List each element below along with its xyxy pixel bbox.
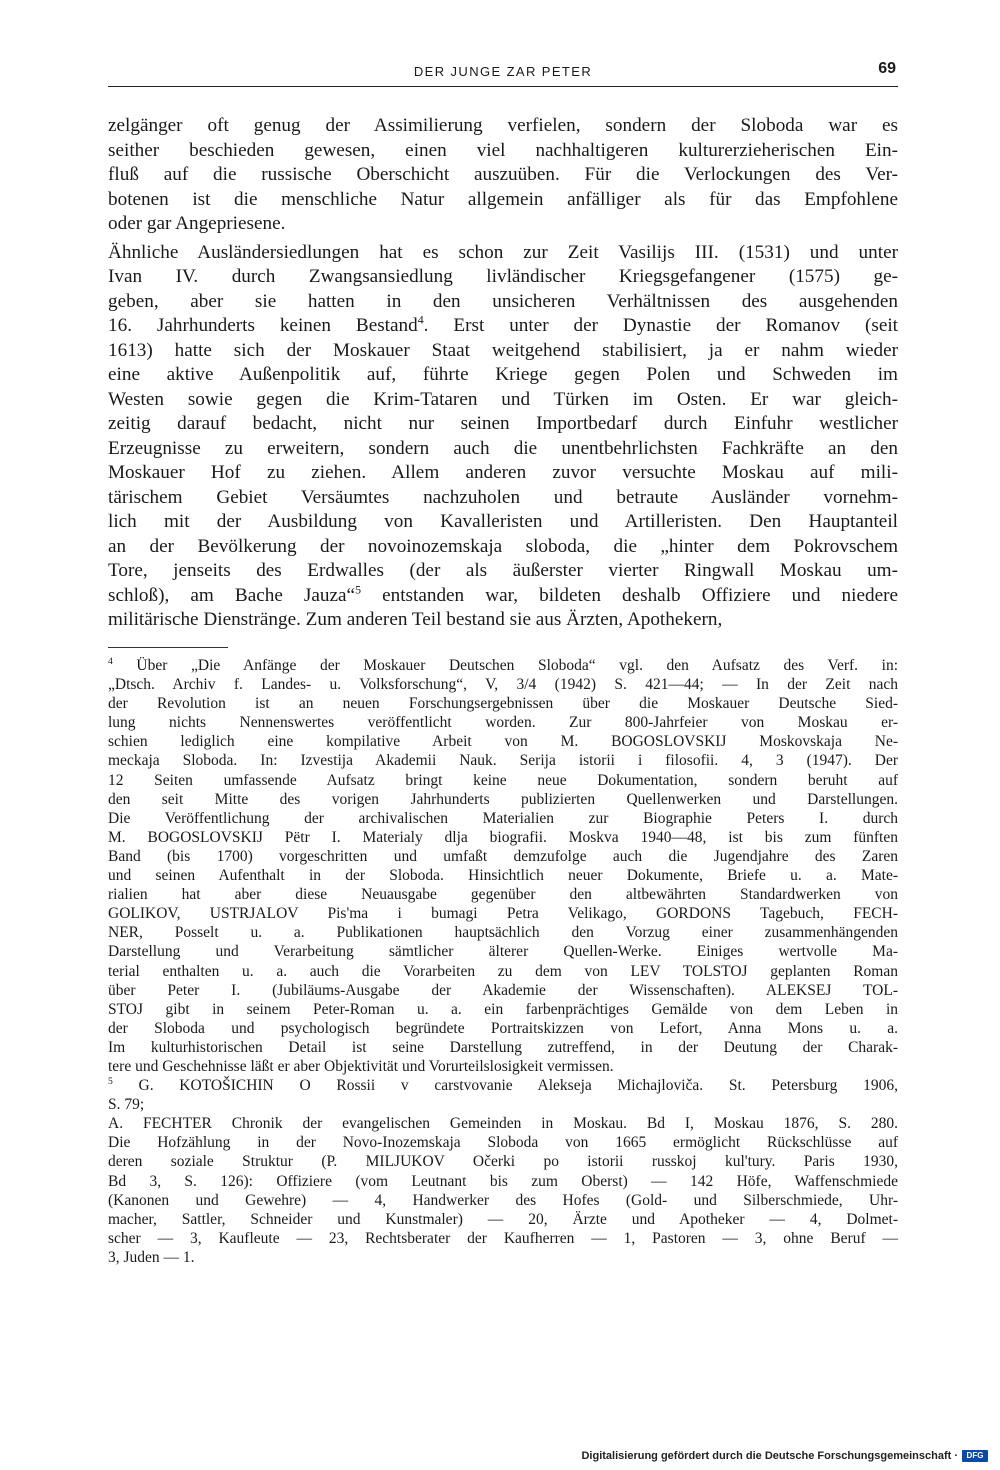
paragraph xyxy=(108,114,898,237)
text-line: zeitig darauf bedacht, nicht nur seinen Importbedarf durch Einfuhr westlicher xyxy=(108,413,898,434)
text-line: Tore, jenseits des Erdwalles (der als äußerster vierter Ringwall Moskau um- xyxy=(108,560,898,581)
text-line: tärischem Gebiet Versäumtes nachzuholen und betraute Ausländer vornehm- xyxy=(108,486,898,508)
footnote-line: tere und Geschehnisse läßt er aber Objektivität und Vorurteilslosigkeit vermissen. xyxy=(108,1057,614,1075)
footnote-line: Bd 3, S. 126): Offiziere (vom Leutnant bis zum Oberst) — 142 Höfe, Waffenschmiede xyxy=(108,1172,898,1190)
footnote-marker: 5 xyxy=(355,582,362,597)
body-text xyxy=(108,114,898,637)
page-header xyxy=(108,60,898,87)
footnote-line: rialien hat aber diese Neuausgabe gegenüber den altbewährten Standardwerken von xyxy=(108,886,898,904)
text-line: 16. Jahrhunderts keinen Bestand$^4$. Erst unter der Dynastie der Romanov (seit xyxy=(108,312,898,336)
text-line: seither beschieden gewesen, einen viel nachhaltigeren kulturerzieherischen Ein- xyxy=(108,139,898,161)
footnote-line: und seinen Aufenthalt in der Sloboda. Hinsichtlich neuer Dokumente, Briefe u. a. Mate- xyxy=(108,867,898,885)
text-line: botenen ist die menschliche Natur allgemein anfälliger als für das Empfohlene xyxy=(108,188,898,210)
footnote-line: terial enthalten u. a. auch die Vorarbeiten zu dem von LEV TOLSTOJ geplanten Roman xyxy=(108,962,898,980)
footnote-line: 3, Juden — 1. xyxy=(108,1248,195,1266)
text-line: geben, aber sie hatten in den unsicheren Verhältnissen des ausgehenden xyxy=(108,290,898,312)
footnote-line: schien lediglich eine kompilative Arbeit von M. BOGOSLOVSKIJ Moskovskaja Ne- xyxy=(108,733,898,751)
digitization-credit xyxy=(581,1448,988,1464)
footnote-line: $^4$ Über „Die Anfänge der Moskauer Deutschen Sloboda“ vgl. den Aufsatz des Verf. in: xyxy=(108,655,898,674)
footnote-line: der Revolution ist an neuen Forschungsergebnissen über die Moskauer Deutsche Sied- xyxy=(108,695,898,713)
footnote-line: A. FECHTER Chronik der evangelischen Gemeinden in Moskau. Bd I, Moskau 1876, S. 280. xyxy=(108,1115,898,1133)
footnote-line: GOLIKOV, USTRJALOV Pis'ma i bumagi Petra Velikago, GORDONS Tagebuch, FECH- xyxy=(108,905,898,923)
footnote-line: 12 Seiten umfassende Aufsatz bringt keine neue Dokumentation, sondern beruht auf xyxy=(108,771,898,789)
text-line: an der Bevölkerung der novoinozemskaja sloboda, die „hinter dem Pokrovschem xyxy=(108,535,898,557)
text-line: lich mit der Ausbildung von Kavalleristen und Artilleristen. Den Hauptanteil xyxy=(108,511,898,532)
footnote-line: (Kanonen und Gewehre) — 4, Handwerker des Hofes (Gold- und Silberschmiede, Uhr- xyxy=(108,1191,898,1209)
footnote-line: M. BOGOSLOVSKIJ Pëtr I. Materialy dlja biografii. Moskva 1940—48, ist bis zum fünften xyxy=(108,828,898,846)
text-line: Moskauer Hof zu ziehen. Allem anderen zuvor versuchte Moskau auf mili- xyxy=(108,462,898,483)
footnote-line: lung nichts Nennenswertes veröffentlicht worden. Zur 800-Jahrfeier von Moskau er- xyxy=(108,714,898,732)
text-line: Westen sowie gegen die Krim-Tataren und Türken im Osten. Er war gleich- xyxy=(108,388,898,410)
text-line: eine aktive Außenpolitik auf, führte Kriege gegen Polen und Schweden im xyxy=(108,364,898,385)
footnote-marker: 4 xyxy=(417,312,424,327)
credit-text: Digitalisierung gefördert durch die Deutsche Forschungsgemeinschaft · xyxy=(581,1450,958,1462)
footnote-line: „Dtsch. Archiv f. Landes- u. Volksforschung“, V, 3/4 (1942) S. 421—44; — In der Zeit nach xyxy=(108,676,898,694)
footnote-line: Darstellung und Verarbeitung sämtlicher älterer Quellen-Werke. Einiges wertvolle Ma- xyxy=(108,943,898,961)
running-title: DER JUNGE ZAR PETER xyxy=(413,64,593,79)
footnote-line: $^5$ G. KOTOŠICHIN O Rossii v carstvovanie Alekseja Michajloviča. St. Petersburg 1906, xyxy=(108,1075,898,1095)
text-line: zelgänger oft genug der Assimilierung verfielen, sondern der Sloboda war es xyxy=(108,115,898,136)
footnote-line: den seit Mitte des vorigen Jahrhunderts publizierten Quellenwerken und Darstellungen. xyxy=(108,790,898,808)
footnote-marker: 4 xyxy=(108,655,113,667)
footnote-line: STOJ gibt in seinem Peter-Roman u. a. ein farbenprächtiges Gemälde von dem Leben in xyxy=(108,1000,898,1018)
footnote-line: macher, Sattler, Schneider und Kunstmaler) — 20, Ärzte und Apotheker — 4, Dolmet- xyxy=(108,1210,898,1228)
footnote-line: scher — 3, Kaufleute — 23, Rechtsberater der Kaufherren — 1, Pastoren — 3, ohne Beruf — xyxy=(108,1229,898,1247)
footnote-line: deren soziale Struktur (P. MILJUKOV Očerki po istorii russkoj kul'tury. Paris 1930, xyxy=(108,1153,898,1171)
footnote-marker: 5 xyxy=(108,1075,113,1087)
text-line: Ivan IV. durch Zwangsansiedlung livländischer Kriegsgefangener (1575) ge- xyxy=(108,266,898,287)
footnotes xyxy=(108,656,898,1267)
footnote-line: über Peter I. (Jubiläums-Ausgabe der Akademie der Wissenschaften). ALEKSEJ TOL- xyxy=(108,981,898,999)
page-number: 69 xyxy=(878,60,896,77)
footnote-rule xyxy=(108,647,228,648)
text-line: militärische Dienstränge. Zum anderen Teil bestand sie aus Ärzten, Apothekern, xyxy=(108,609,723,630)
text-line: Erzeugnisse zu erweitern, sondern auch die unentbehrlichsten Fachkräfte an den xyxy=(108,437,898,459)
text-line: Ähnliche Ausländersiedlungen hat es schon zur Zeit Vasilijs III. (1531) und unter xyxy=(108,241,898,263)
footnote-line: der Sloboda und psychologisch begründete Portraitskizzen von Lefort, Anna Mons u. a. xyxy=(108,1019,898,1037)
footnote-line: Band (bis 1700) vorgeschritten und umfaßt demzufolge auch die Jugendjahre des Zaren xyxy=(108,847,898,865)
text-line: oder gar Angepriesene. xyxy=(108,213,286,234)
footnote-line: meckaja Sloboda. In: Izvestija Akademii Nauk. Serija istorii i filosofii. 4, 3 (1947). Der xyxy=(108,752,898,770)
footnote-line: Die Hofzählung in der Novo-Inozemskaja Sloboda von 1665 ermöglicht Rückschlüsse auf xyxy=(108,1134,898,1152)
text-line: 1613) hatte sich der Moskauer Staat weitgehend stabilisiert, ja er nahm wieder xyxy=(108,339,898,361)
footnote-line: S. 79; xyxy=(108,1096,145,1114)
dfg-logo: DFG xyxy=(962,1450,988,1462)
text-line: schloß), am Bache Jauza“$^5$ entstanden war, bildeten deshalb Offiziere und niedere xyxy=(108,582,899,606)
footnote-line: NER, Posselt u. a. Publikationen hauptsächlich den Vorzug einer zusammenhängenden xyxy=(108,924,898,942)
footnote-line: Im kulturhistorischen Detail ist seine Darstellung zutreffend, in der Deutung der Charak- xyxy=(108,1038,898,1056)
text-line: fluß auf die russische Oberschicht auszuüben. Für die Verlockungen des Ver- xyxy=(108,164,898,185)
paragraph xyxy=(108,241,898,633)
footnote-line: Die Veröffentlichung der archivalischen Materialien zur Biographie Peters I. durch xyxy=(108,809,898,827)
